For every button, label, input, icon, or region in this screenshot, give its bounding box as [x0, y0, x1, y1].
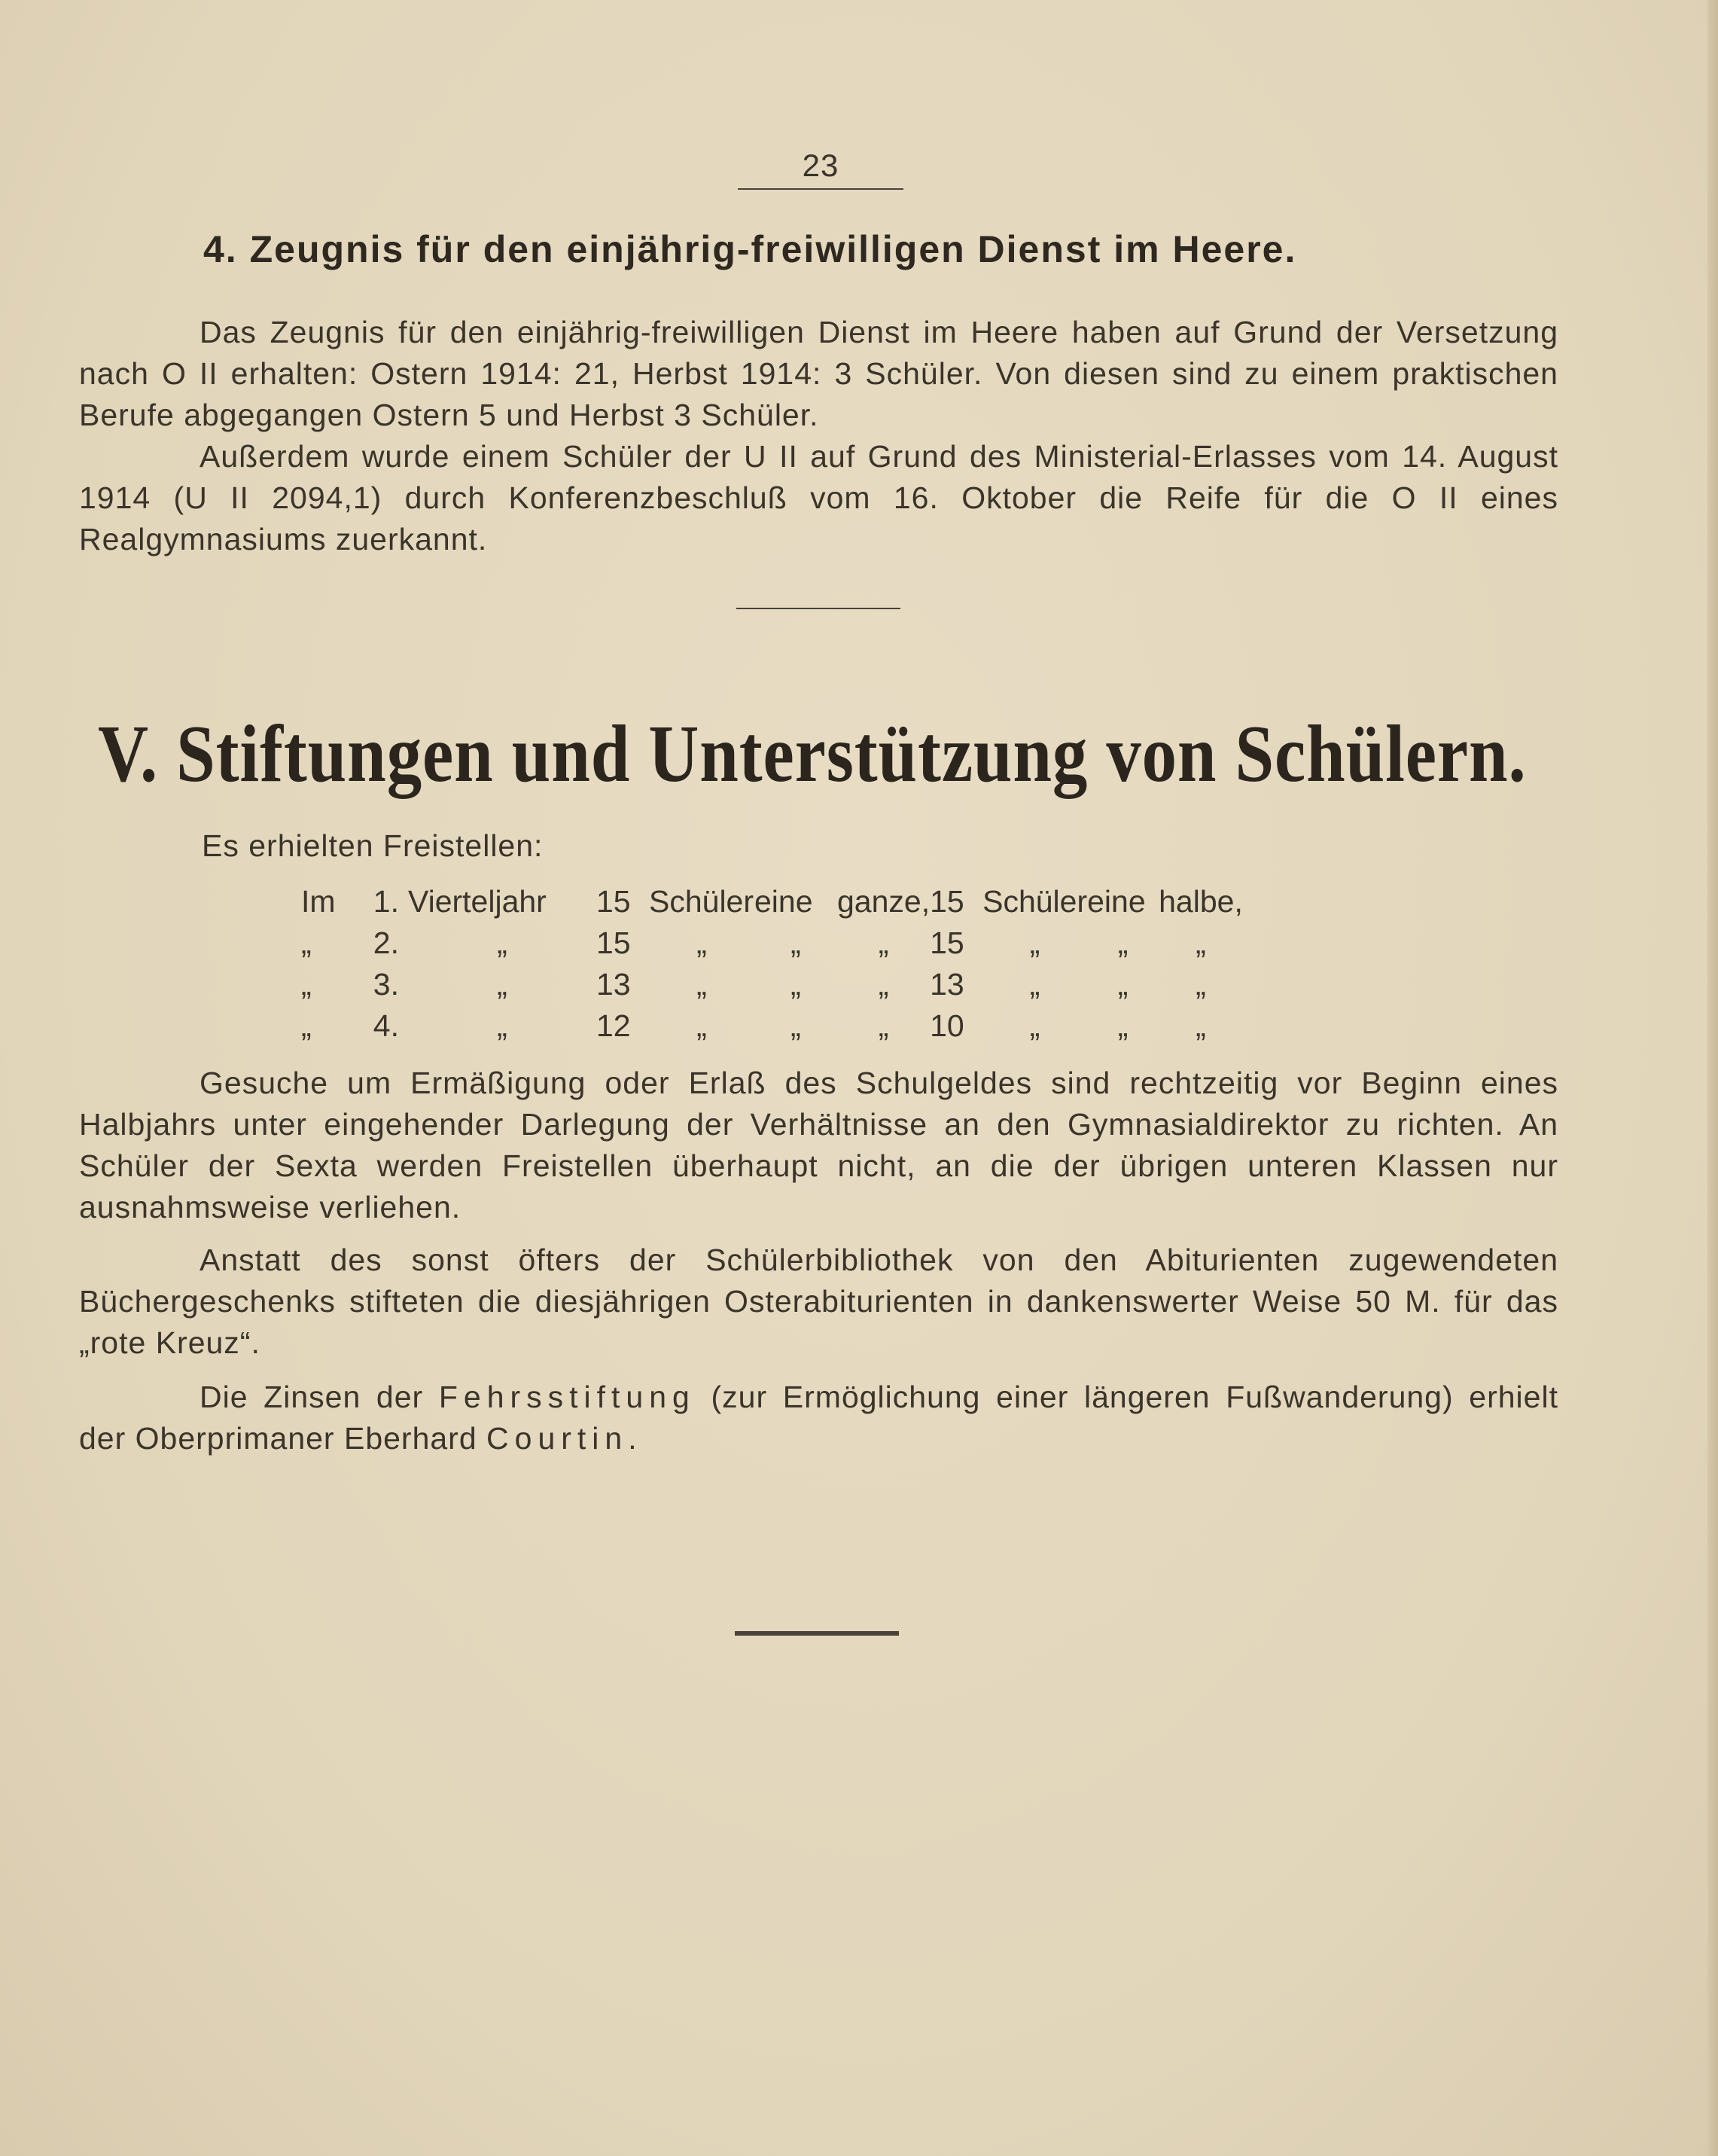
- freistellen-cell: 12: [596, 1008, 631, 1043]
- zinsen-end: .: [628, 1421, 638, 1456]
- freistellen-cell: 13: [930, 967, 964, 1002]
- freistellen-cell: Schüler: [982, 884, 1088, 919]
- freistellen-row: [301, 922, 1243, 964]
- freistellen-row: [301, 1005, 1243, 1047]
- section-divider: [736, 608, 900, 609]
- freistellen-cell: 2.: [373, 926, 399, 960]
- section-5-heading: V. Stiftungen und Unterstützung von Schülern.: [98, 709, 1527, 799]
- freistellen-intro: Es erhielten Freistellen:: [202, 828, 544, 863]
- freistellen-cell: „: [497, 967, 507, 1002]
- freistellen-cell: 3.: [373, 967, 399, 1002]
- end-rule: [735, 1631, 899, 1636]
- freistellen-cell: 13: [596, 967, 631, 1002]
- freistellen-cell: „: [1029, 1008, 1040, 1043]
- freistellen-cell: Im: [301, 884, 336, 919]
- freistellen-cell: 1.: [373, 884, 399, 919]
- freistellen-cell: „: [497, 926, 507, 960]
- freistellen-cell: Schüler: [649, 884, 754, 919]
- freistellen-cell: „: [696, 1008, 707, 1043]
- freistellen-cell: „: [878, 967, 889, 1002]
- freistellen-cell: „: [497, 1008, 507, 1043]
- zinsen-text-2: (zur Ermöglichung einer längeren Fußwanderung) erhielt der Oberprimaner Eberhard: [79, 1380, 1558, 1456]
- page-number: 23: [802, 148, 839, 183]
- freistellen-cell: 15: [930, 926, 964, 960]
- freistellen-cell: „: [1029, 967, 1040, 1002]
- freistellen-cell: 15: [596, 884, 631, 919]
- freistellen-row: [301, 964, 1243, 1005]
- paragraph-zinsen: [79, 1377, 1558, 1459]
- zinsen-text-1: Die Zinsen der: [200, 1380, 424, 1414]
- freistellen-cell: „: [696, 926, 707, 960]
- freistellen-cell: „: [301, 1008, 312, 1043]
- section-4-paragraph-1: Das Zeugnis für den einjährig-freiwilligen Dienst im Heere haben auf Grund der Versetzung nach O II erhalten: Ostern 1914: 21, Herbst 1914: 3 Schüler. Von diesen sind zu einem praktischen Berufe abgegangen Ostern 5 und Herbst 3 Schüler.: [79, 315, 1558, 432]
- freistellen-table: [301, 881, 1243, 1047]
- freistellen-cell: „: [1117, 1008, 1129, 1043]
- freistellen-cell: „: [301, 926, 312, 960]
- freistellen-cell: eine: [1087, 884, 1146, 919]
- freistellen-cell: 15: [930, 884, 964, 919]
- freistellen-cell: „: [1117, 926, 1129, 960]
- page-edge: [1707, 0, 1718, 2156]
- freistellen-cell: „: [790, 967, 801, 1002]
- section-4-paragraph-2: Außerdem wurde einem Schüler der U II auf Grund des Ministerial-Erlasses vom 14. August 1914 (U II 2094,1) durch Konferenzbeschluß vom 16. Oktober die Reife für die O II eines Realgymnasiums zuerkannt.: [79, 439, 1558, 557]
- freistellen-cell: eine: [754, 884, 813, 919]
- freistellen-cell: „: [1196, 1008, 1206, 1043]
- header-rule: [738, 188, 903, 190]
- freistellen-cell: „: [1196, 967, 1206, 1002]
- freistellen-cell: „: [301, 967, 312, 1002]
- freistellen-cell: „: [696, 967, 707, 1002]
- paragraph-anstatt: Anstatt des sonst öfters der Schülerbibliothek von den Abiturienten zugewendeten Büchergeschenks stifteten die diesjährigen Osterabiturienten in dankenswerter Weise 50 M. für das „rote Kreuz“.: [79, 1243, 1558, 1360]
- freistellen-cell: 4.: [373, 1008, 399, 1043]
- freistellen-cell: „: [878, 926, 889, 960]
- freistellen-cell: ganze,: [837, 884, 931, 919]
- freistellen-cell: 15: [596, 926, 631, 960]
- freistellen-cell: Vierteljahr: [408, 884, 547, 919]
- freistellen-cell: „: [1196, 926, 1206, 960]
- paragraph-gesuche: Gesuche um Ermäßigung oder Erlaß des Schulgeldes sind rechtzeitig vor Beginn eines Halbjahrs unter eingehender Darlegung der Verhältnisse an den Gymnasialdirektor zu richten. An Schüler der Sexta werden Freistellen überhaupt nicht, an die der übrigen unteren Klassen nur ausnahmsweise verliehen.: [79, 1066, 1558, 1224]
- recipient-name: Courtin: [486, 1421, 629, 1456]
- freistellen-cell: „: [790, 1008, 801, 1043]
- freistellen-cell: „: [878, 1008, 889, 1043]
- freistellen-cell: „: [790, 926, 801, 960]
- freistellen-cell: 10: [930, 1008, 964, 1043]
- freistellen-cell: „: [1117, 967, 1129, 1002]
- freistellen-cell: „: [1029, 926, 1040, 960]
- section-4-heading: 4. Zeugnis für den einjährig-freiwilligen Dienst im Heere.: [203, 228, 1297, 270]
- freistellen-row: [301, 881, 1243, 922]
- stiftung-name: Fehrsstiftung: [438, 1380, 696, 1414]
- freistellen-cell: halbe,: [1159, 884, 1243, 919]
